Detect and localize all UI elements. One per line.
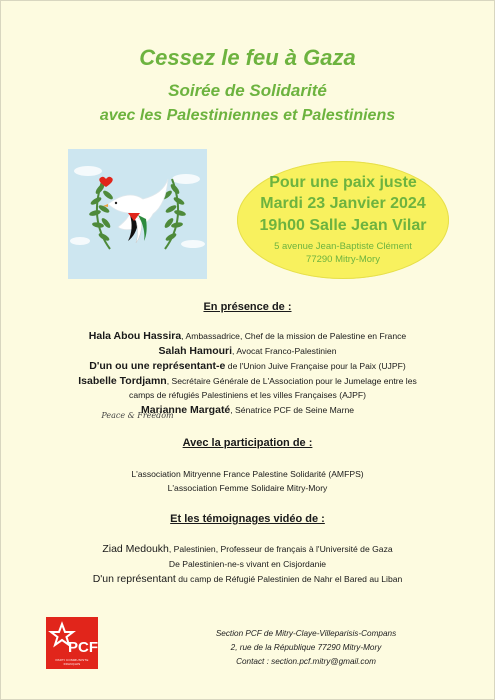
guest-1-name: Hala Abou Hassira bbox=[88, 330, 182, 342]
footer-contact: Contact : section.pcf.mitry@gmail.com bbox=[236, 657, 376, 666]
event-address-line-2: 77290 Mitry-Mory bbox=[306, 254, 380, 265]
guest-5-name: Marianne Margaté bbox=[141, 404, 231, 416]
dove-icon bbox=[68, 149, 207, 279]
guest-4-name: Isabelle Tordjamn bbox=[78, 375, 167, 387]
guest-line-4 bbox=[1, 375, 494, 387]
guest-5-role: , Sénatrice PCF de Seine Marne bbox=[230, 405, 354, 415]
guest-4-role: , Secrétaire Générale de L'Association pour le Jumelage entre les bbox=[166, 376, 417, 386]
participation-line-2: L'association Femme Solidaire Mitry-Mory bbox=[167, 483, 328, 493]
participation-heading: Avec la participation de : bbox=[182, 437, 313, 449]
subtitle: Soirée de Solidarité bbox=[168, 81, 327, 100]
temoignage-3-rest: du camp de Réfugié Palestinien de Nahr el Bared au Liban bbox=[175, 574, 403, 584]
event-address-line-1: 5 avenue Jean-Baptiste Clément bbox=[274, 241, 412, 252]
footer-line-1: Section PCF de Mitry-Claye-Villeparisis-Compans bbox=[215, 629, 397, 638]
event-date: Mardi 23 Janvier 2024 bbox=[260, 195, 426, 212]
main-title: Cessez le feu à Gaza bbox=[139, 45, 356, 70]
guest-line-5 bbox=[1, 404, 494, 416]
guest-line-3 bbox=[1, 360, 494, 372]
guest-line-4b: camps de réfugiés Palestiniens et les villes Françaises (AJPF) bbox=[129, 390, 366, 400]
pcf-logo bbox=[46, 617, 98, 669]
temoignage-line-1 bbox=[1, 543, 494, 555]
temoignages-heading: Et les témoignages vidéo de : bbox=[170, 513, 325, 525]
guest-line-2 bbox=[1, 345, 494, 357]
subtitle-2: avec les Palestiniennes et Palestiniens bbox=[99, 107, 396, 124]
temoignage-line-2: De Palestinien-ne-s vivant en Cisjordanie bbox=[168, 559, 327, 569]
temoignage-line-3 bbox=[1, 573, 494, 585]
logo-text: PCF bbox=[68, 639, 98, 656]
temoignage-1-rest: , Palestinien, Professeur de français à l'Université de Gaza bbox=[168, 544, 393, 554]
guest-2-name: Salah Hamouri bbox=[158, 345, 233, 357]
event-slogan: Pour une paix juste bbox=[269, 174, 417, 191]
guest-2-role: , Avocat Franco-Palestinien bbox=[232, 346, 337, 356]
guest-1-role: , Ambassadrice, Chef de la mission de Palestine en France bbox=[181, 331, 407, 341]
guest-line-1 bbox=[1, 330, 494, 342]
guest-3-rest: de l'Union Juive Française pour la Paix (UJPF) bbox=[225, 361, 406, 371]
event-time-place: 19h00 Salle Jean Vilar bbox=[259, 217, 427, 234]
temoignage-1-name: Ziad Medoukh bbox=[102, 543, 169, 555]
participation-line-1: L'association Mitryenne France Palestine Solidarité (AMFPS) bbox=[131, 469, 364, 479]
temoignage-3-lead: D'un représentant bbox=[92, 573, 176, 585]
logo-subtext: PARTI COMMUNISTE FRANÇAIS bbox=[55, 658, 89, 666]
presence-heading: En présence de : bbox=[203, 301, 292, 313]
footer-line-2: 2, rue de la République 77290 Mitry-Mory bbox=[230, 643, 382, 652]
guest-3-lead: D'un ou une représentant-e bbox=[89, 360, 226, 372]
poster-caption: Peace & Freedom bbox=[101, 411, 174, 420]
